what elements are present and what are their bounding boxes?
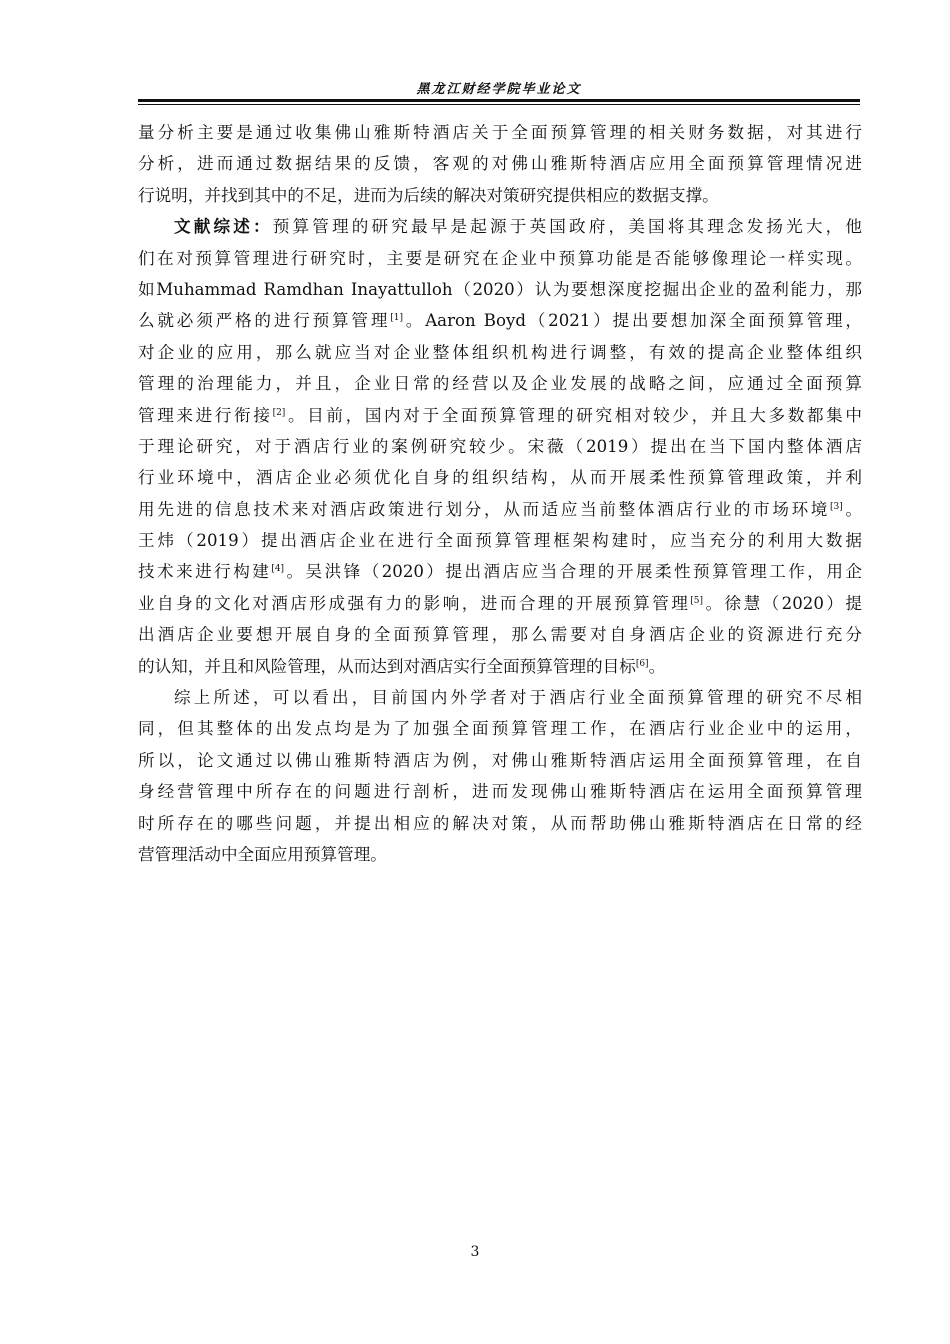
document-body — [138, 117, 862, 870]
paragraph-2-line: 们在对预算管理进行研究时，主要是研究在企业中预算功能是否能够像理论一样实现。 — [138, 248, 862, 268]
paragraph-1-line: 行说明，并找到其中的不足，进而为后续的解决对策研究提供相应的数据支撑。 — [138, 185, 719, 205]
header-rule-thick — [138, 99, 860, 102]
text-run: 管理来进行衔接 — [138, 405, 273, 425]
paragraph-2-line: 于理论研究，对于酒店行业的案例研究较少。宋薇（2019）提出在当下国内整体酒店 — [138, 436, 862, 456]
text-run: 。 — [842, 499, 863, 519]
paragraph-2-line: 管理的治理能力，并且，企业日常的经营以及企业发展的战略之间，应通过全面预算 — [138, 374, 862, 394]
page-number: 3 — [470, 1244, 480, 1260]
text-run: 预算管理的研究最早是起源于英国政府，美国将其理念发扬光大，他 — [272, 217, 863, 237]
citation-1: [1] — [390, 313, 403, 324]
paragraph-3-line: 综上所述，可以看出，目前国内外学者对于酒店行业全面预算管理的研究不尽相 — [174, 688, 862, 708]
paragraph-2-line: 出酒店企业要想开展自身的全面预算管理，那么需要对自身酒店企业的资源进行充分 — [138, 625, 862, 645]
paragraph-3-line: 营管理活动中全面应用预算管理。 — [138, 844, 387, 864]
paragraph-3-line: 同，但其整体的出发点均是为了加强全面预算管理工作，在酒店行业企业中的运用， — [138, 719, 862, 739]
citation-6: [6] — [635, 658, 649, 669]
paragraph-2-line — [138, 588, 862, 619]
citation-4: [4] — [271, 564, 285, 575]
paragraph-2-line: 王炜（2019）提出酒店企业在进行全面预算管理框架构建时，应当充分的利用大数据 — [138, 531, 862, 551]
paragraph-2-line — [138, 211, 862, 242]
text-run: 。目前，国内对于全面预算管理的研究相对较少，并且大多数都集中 — [285, 405, 862, 425]
paragraph-2-line: 行业环境中，酒店企业必须优化自身的组织结构，从而开展柔性预算管理政策，并利 — [138, 468, 862, 488]
header-rule-thin — [138, 104, 860, 105]
paragraph-2-line — [138, 494, 862, 525]
paragraph-1-line: 分析，进而通过数据结果的反馈，客观的对佛山雅斯特酒店应用全面预算管理情况进 — [138, 154, 862, 174]
text-run: 。徐慧（2020）提 — [703, 593, 862, 613]
paragraph-2-line — [138, 400, 862, 431]
page-header-title: 黑龙江财经学院毕业论文 — [416, 82, 582, 97]
citation-2: [2] — [272, 407, 286, 418]
text-run: 。Aaron Boyd（2021）提出要想加深全面预算管理， — [402, 311, 863, 331]
text-run: 的认知，并且和风险管理，从而达到对酒店实行全面预算管理的目标 — [138, 656, 636, 676]
citation-3: [3] — [830, 501, 843, 512]
paragraph-2-line — [138, 651, 862, 682]
paragraph-2-line — [138, 556, 862, 587]
literature-review-label: 文献综述： — [174, 216, 273, 237]
text-run: 用先进的信息技术来对酒店政策进行划分，从而适应当前整体酒店行业的市场环境 — [138, 499, 831, 519]
paragraph-3-line: 时所存在的哪些问题，并提出相应的解决对策，从而帮助佛山雅斯特酒店在日常的经 — [138, 813, 862, 833]
text-run: 么就必须严格的进行预算管理 — [138, 311, 391, 331]
paragraph-2-line: 如Muhammad Ramdhan Inayattulloh（2020）认为要想深度挖掘出企业的盈利能力，那 — [138, 279, 862, 299]
text-run: 技术来进行构建 — [138, 562, 272, 582]
paragraph-3-line: 所以，论文通过以佛山雅斯特酒店为例，对佛山雅斯特酒店运用全面预算管理，在自 — [138, 750, 862, 770]
text-run: 业自身的文化对酒店形成强有力的影响，进而合理的开展预算管理 — [138, 593, 691, 613]
paragraph-3-line: 身经营管理中所存在的问题进行剖析，进而发现佛山雅斯特酒店在运用全面预算管理 — [138, 782, 862, 802]
paragraph-1-line: 量分析主要是通过收集佛山雅斯特酒店关于全面预算管理的相关财务数据，对其进行 — [138, 123, 862, 142]
citation-5: [5] — [690, 595, 704, 606]
paragraph-2-line: 对企业的应用，那么就应当对企业整体组织机构进行调整，有效的提高企业整体组织 — [138, 342, 862, 362]
paragraph-2-line — [138, 305, 862, 336]
text-run: 。 — [648, 656, 666, 676]
text-run: 。吴洪锋（2020）提出酒店应当合理的开展柔性预算管理工作，用企 — [284, 562, 862, 582]
